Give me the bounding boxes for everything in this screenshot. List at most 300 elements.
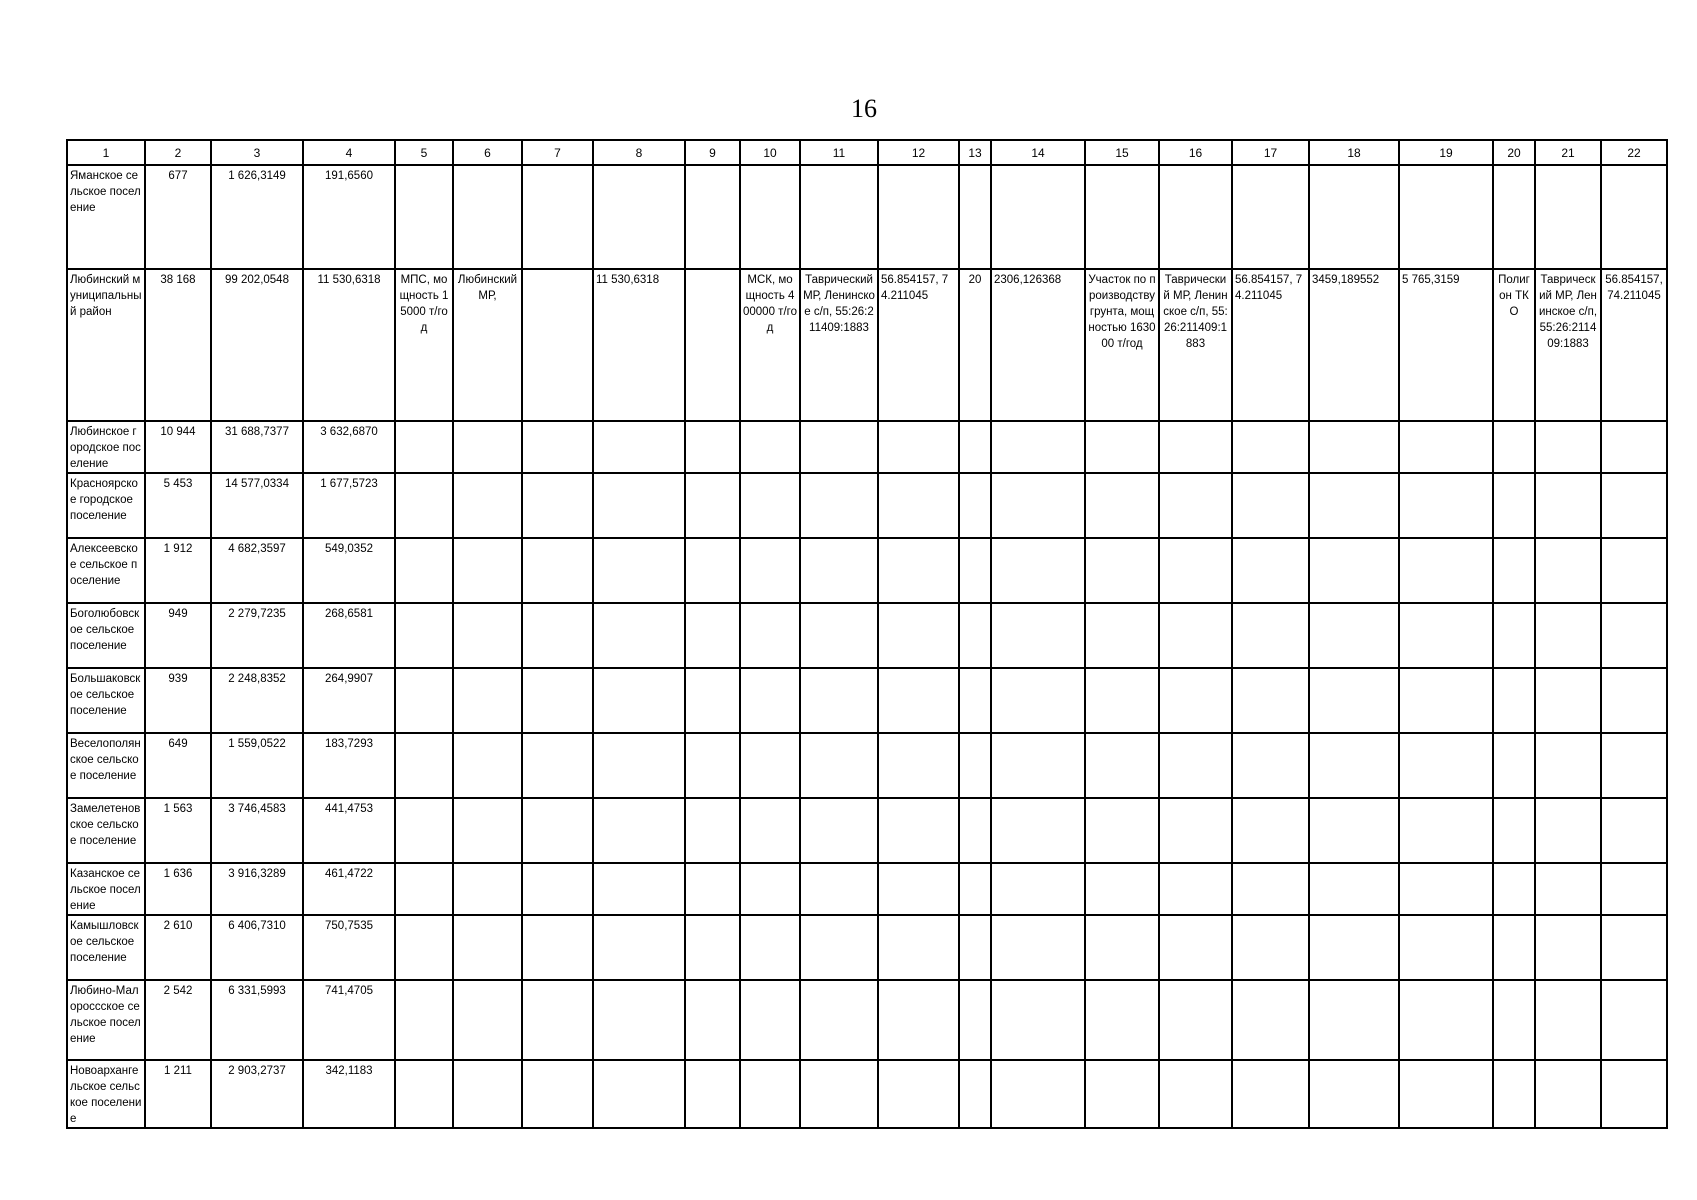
row-name-cell: Любинское городское поселение [67, 421, 145, 473]
table-cell [1399, 733, 1493, 798]
table-cell [1159, 165, 1232, 269]
row-name-cell: Большаковское сельское поселение [67, 668, 145, 733]
table-cell: Любинский МР, [453, 269, 522, 421]
table-cell [1232, 863, 1309, 915]
row-name-cell: Алексеевское сельское поселение [67, 538, 145, 603]
table-cell: 11 530,6318 [593, 269, 685, 421]
table-cell: 461,4722 [303, 863, 395, 915]
table-cell [1232, 733, 1309, 798]
table-cell: 5 453 [145, 473, 211, 538]
table-cell: 3 632,6870 [303, 421, 395, 473]
table-cell [522, 980, 593, 1060]
table-row [67, 1060, 1667, 1128]
table-cell [1159, 798, 1232, 863]
table-cell: 2 542 [145, 980, 211, 1060]
row-name-cell: Веселополянское сельское поселение [67, 733, 145, 798]
table-cell [1601, 668, 1667, 733]
table-cell [1535, 473, 1601, 538]
header-cell: 12 [878, 140, 959, 165]
table-cell [1232, 798, 1309, 863]
table-cell: 1 912 [145, 538, 211, 603]
table-cell [1159, 733, 1232, 798]
table-cell [1399, 1060, 1493, 1128]
table-cell [685, 269, 740, 421]
table-cell [878, 538, 959, 603]
header-cell: 10 [740, 140, 800, 165]
table-cell [522, 798, 593, 863]
header-cell: 16 [1159, 140, 1232, 165]
row-name-cell: Ямaнское сельское поселение [67, 165, 145, 269]
table-cell [1085, 668, 1159, 733]
table-cell [1535, 798, 1601, 863]
table-cell [1309, 1060, 1399, 1128]
header-cell: 19 [1399, 140, 1493, 165]
table-cell: Таврический МР, Ленинское с/п, 55:26:211409:1883 [800, 269, 878, 421]
header-cell: 6 [453, 140, 522, 165]
header-cell: 2 [145, 140, 211, 165]
table-cell [1085, 473, 1159, 538]
table-cell [800, 798, 878, 863]
table-cell: Таврический МР, Ленинское с/п, 55:26:211409:1883 [1535, 269, 1601, 421]
table-cell [685, 668, 740, 733]
table-cell [959, 421, 991, 473]
table-cell [395, 980, 453, 1060]
table-cell: 2 248,8352 [211, 668, 303, 733]
table-cell [522, 421, 593, 473]
table-cell [1535, 603, 1601, 668]
table-cell [522, 538, 593, 603]
table-cell [991, 980, 1085, 1060]
table-cell [1309, 863, 1399, 915]
header-row [67, 140, 1667, 165]
table-cell [1601, 1060, 1667, 1128]
table-cell [395, 798, 453, 863]
table-cell [878, 733, 959, 798]
table-cell [453, 863, 522, 915]
table-cell [1493, 668, 1535, 733]
table-cell [800, 668, 878, 733]
table-cell: 10 944 [145, 421, 211, 473]
table-cell [593, 473, 685, 538]
table-cell [593, 421, 685, 473]
table-cell [878, 421, 959, 473]
table-cell [1159, 863, 1232, 915]
header-cell: 18 [1309, 140, 1399, 165]
table-cell [1535, 421, 1601, 473]
table-cell: 549,0352 [303, 538, 395, 603]
table-cell [1601, 863, 1667, 915]
table-cell [453, 421, 522, 473]
header-cell: 11 [800, 140, 878, 165]
table-cell [740, 980, 800, 1060]
table-cell: Участок по производству грунта, мощностью 163000 т/год [1085, 269, 1159, 421]
table-cell: 1 563 [145, 798, 211, 863]
table-cell [522, 915, 593, 980]
table-cell [991, 915, 1085, 980]
table-cell [1493, 980, 1535, 1060]
table-cell [1535, 915, 1601, 980]
table-cell [1535, 538, 1601, 603]
table-cell [740, 165, 800, 269]
table-cell [1493, 165, 1535, 269]
table-cell [740, 473, 800, 538]
table-cell: 3 746,4583 [211, 798, 303, 863]
table-cell [878, 980, 959, 1060]
table-cell [878, 165, 959, 269]
table-cell [1085, 165, 1159, 269]
table-cell [1309, 165, 1399, 269]
row-name-cell: Любинский муниципальный район [67, 269, 145, 421]
table-cell: 2 279,7235 [211, 603, 303, 668]
table-cell [800, 733, 878, 798]
table-cell [593, 915, 685, 980]
table-cell [991, 798, 1085, 863]
table-cell: 2 903,2737 [211, 1060, 303, 1128]
table-cell: 6 331,5993 [211, 980, 303, 1060]
table-cell [1399, 473, 1493, 538]
table-row [67, 473, 1667, 538]
table-cell: 4 682,3597 [211, 538, 303, 603]
table-cell [453, 603, 522, 668]
table-cell [685, 915, 740, 980]
table-row [67, 165, 1667, 269]
table-cell [1159, 915, 1232, 980]
table-cell [1309, 668, 1399, 733]
table-cell [453, 980, 522, 1060]
table-cell [522, 473, 593, 538]
table-cell [800, 980, 878, 1060]
table-cell: 183,7293 [303, 733, 395, 798]
table-cell: МСК, мощность 400000 т/год [740, 269, 800, 421]
table-cell [1601, 980, 1667, 1060]
table-cell: 3459,189552 [1309, 269, 1399, 421]
table-cell: 38 168 [145, 269, 211, 421]
header-cell: 7 [522, 140, 593, 165]
table-cell: 5 765,3159 [1399, 269, 1493, 421]
table-cell [1493, 915, 1535, 980]
table-cell [1399, 980, 1493, 1060]
table-cell: 20 [959, 269, 991, 421]
table-cell [685, 798, 740, 863]
table-cell [1399, 863, 1493, 915]
table-cell [1601, 165, 1667, 269]
table-cell [395, 603, 453, 668]
table-cell [800, 863, 878, 915]
table-cell [1159, 668, 1232, 733]
table-cell [685, 165, 740, 269]
table-cell [1159, 980, 1232, 1060]
table-cell [740, 668, 800, 733]
table-cell [959, 668, 991, 733]
table-cell [685, 421, 740, 473]
table-cell [1309, 603, 1399, 668]
table-cell [1535, 1060, 1601, 1128]
table-cell: 99 202,0548 [211, 269, 303, 421]
table-cell [1309, 733, 1399, 798]
table-cell: 1 626,3149 [211, 165, 303, 269]
table-cell [959, 798, 991, 863]
table-cell [1493, 733, 1535, 798]
table-cell [395, 668, 453, 733]
table-cell [991, 1060, 1085, 1128]
header-cell: 9 [685, 140, 740, 165]
table-cell: 56.854157, 74.211045 [878, 269, 959, 421]
table-cell: 3 916,3289 [211, 863, 303, 915]
table-cell [593, 798, 685, 863]
table-cell [1309, 538, 1399, 603]
table-cell [395, 421, 453, 473]
table-cell [740, 863, 800, 915]
table-cell [1493, 863, 1535, 915]
table-row [67, 980, 1667, 1060]
table-cell [593, 603, 685, 668]
table-cell [453, 165, 522, 269]
header-cell: 8 [593, 140, 685, 165]
table-cell: 1 559,0522 [211, 733, 303, 798]
table-cell [1493, 473, 1535, 538]
table-cell: 677 [145, 165, 211, 269]
table-cell [1309, 915, 1399, 980]
table-cell [959, 165, 991, 269]
table-cell [1309, 421, 1399, 473]
table-cell [991, 603, 1085, 668]
table-cell [1232, 473, 1309, 538]
table-row [67, 668, 1667, 733]
table-row [67, 269, 1667, 421]
table-cell [453, 1060, 522, 1128]
table-cell: МПС, мощность 15000 т/год [395, 269, 453, 421]
table-cell [593, 165, 685, 269]
table-cell: 268,6581 [303, 603, 395, 668]
table-cell [453, 538, 522, 603]
table-cell [1232, 165, 1309, 269]
table-cell [1085, 1060, 1159, 1128]
table-cell [991, 473, 1085, 538]
table-cell [1085, 980, 1159, 1060]
table-cell [685, 980, 740, 1060]
table-cell [740, 603, 800, 668]
table-cell [522, 1060, 593, 1128]
table-cell: Таврический МР, Ленинское с/п, 55:26:211409:1883 [1159, 269, 1232, 421]
table-cell: 939 [145, 668, 211, 733]
table-cell [878, 915, 959, 980]
table-cell [1309, 798, 1399, 863]
table-cell [1159, 603, 1232, 668]
table-cell [1085, 603, 1159, 668]
table-cell [878, 603, 959, 668]
table-cell [593, 733, 685, 798]
table-cell [1085, 915, 1159, 980]
table-cell: 2 610 [145, 915, 211, 980]
table-cell [800, 1060, 878, 1128]
table-cell [800, 603, 878, 668]
table-cell [959, 473, 991, 538]
table-cell [1399, 668, 1493, 733]
table-cell [800, 915, 878, 980]
table-cell [453, 668, 522, 733]
table-cell [685, 603, 740, 668]
header-cell: 15 [1085, 140, 1159, 165]
table-cell [395, 538, 453, 603]
table-cell [453, 473, 522, 538]
table-cell: 56.854157, 74.211045 [1232, 269, 1309, 421]
table-cell [1601, 473, 1667, 538]
table-cell [1085, 863, 1159, 915]
table-cell [522, 269, 593, 421]
table-cell [1535, 980, 1601, 1060]
table-cell [1159, 473, 1232, 538]
table-cell [991, 421, 1085, 473]
table-cell [685, 473, 740, 538]
table-cell [878, 863, 959, 915]
table-cell [1399, 798, 1493, 863]
data-table [66, 139, 1668, 1129]
table-cell [1493, 1060, 1535, 1128]
table-cell [593, 538, 685, 603]
table-cell [1493, 538, 1535, 603]
table-cell [1159, 1060, 1232, 1128]
table-cell [593, 980, 685, 1060]
table-cell: Полигон ТКО [1493, 269, 1535, 421]
table-cell [1232, 603, 1309, 668]
table-cell [878, 668, 959, 733]
table-cell: 6 406,7310 [211, 915, 303, 980]
header-cell: 4 [303, 140, 395, 165]
table-cell [1085, 733, 1159, 798]
table-cell [1399, 165, 1493, 269]
table-cell [740, 915, 800, 980]
table-cell [395, 1060, 453, 1128]
table-cell [1399, 603, 1493, 668]
table-cell [453, 798, 522, 863]
table-cell [1601, 915, 1667, 980]
table-cell [959, 538, 991, 603]
table-cell: 56.854157, 74.211045 [1601, 269, 1667, 421]
table-cell [1601, 798, 1667, 863]
table-cell: 441,4753 [303, 798, 395, 863]
table-cell [991, 165, 1085, 269]
table-cell [959, 733, 991, 798]
table-cell [395, 473, 453, 538]
table-cell [959, 863, 991, 915]
table-cell [991, 538, 1085, 603]
table-cell [800, 165, 878, 269]
table-cell: 31 688,7377 [211, 421, 303, 473]
table-cell [1493, 421, 1535, 473]
table-cell [1399, 421, 1493, 473]
table-cell [740, 1060, 800, 1128]
table-row [67, 798, 1667, 863]
row-name-cell: Красноярское городское поселение [67, 473, 145, 538]
table-cell [1232, 915, 1309, 980]
table-cell [1232, 1060, 1309, 1128]
header-cell: 1 [67, 140, 145, 165]
table-cell: 342,1183 [303, 1060, 395, 1128]
row-name-cell: Новоархангельское сельское поселение [67, 1060, 145, 1128]
table-cell [1232, 421, 1309, 473]
table-cell [1601, 733, 1667, 798]
row-name-cell: Камышловское сельское поселение [67, 915, 145, 980]
table-cell: 750,7535 [303, 915, 395, 980]
table-cell [685, 733, 740, 798]
table-cell [1601, 603, 1667, 668]
table-cell [959, 980, 991, 1060]
table-row [67, 863, 1667, 915]
header-cell: 5 [395, 140, 453, 165]
row-name-cell: Любино-Малороссское сельское поселение [67, 980, 145, 1060]
table-cell [522, 733, 593, 798]
table-cell [740, 798, 800, 863]
table-cell: 14 577,0334 [211, 473, 303, 538]
row-name-cell: Казанское сельское поселение [67, 863, 145, 915]
table-cell [685, 1060, 740, 1128]
header-cell: 3 [211, 140, 303, 165]
table-cell [1309, 980, 1399, 1060]
table-row [67, 421, 1667, 473]
table-cell [878, 798, 959, 863]
header-cell: 14 [991, 140, 1085, 165]
table-cell [959, 1060, 991, 1128]
table-cell: 264,9907 [303, 668, 395, 733]
table-cell: 1 677,5723 [303, 473, 395, 538]
table-cell: 741,4705 [303, 980, 395, 1060]
header-cell: 20 [1493, 140, 1535, 165]
header-cell: 21 [1535, 140, 1601, 165]
header-cell: 22 [1601, 140, 1667, 165]
table-cell [1535, 733, 1601, 798]
table-cell [1159, 538, 1232, 603]
table-row [67, 733, 1667, 798]
table-cell [1535, 668, 1601, 733]
table-cell [1493, 603, 1535, 668]
table-cell [740, 538, 800, 603]
table-cell [522, 863, 593, 915]
table-cell [453, 733, 522, 798]
table-row [67, 538, 1667, 603]
table-cell [522, 668, 593, 733]
table-cell [1085, 538, 1159, 603]
table-cell [522, 603, 593, 668]
table-cell [800, 538, 878, 603]
table-cell [685, 538, 740, 603]
table-cell [1159, 421, 1232, 473]
table-cell [522, 165, 593, 269]
table-cell [1535, 863, 1601, 915]
table-cell [1232, 538, 1309, 603]
table-row [67, 915, 1667, 980]
table-cell [1535, 165, 1601, 269]
table-cell [740, 421, 800, 473]
table-cell [991, 863, 1085, 915]
table-cell [1085, 798, 1159, 863]
header-cell: 13 [959, 140, 991, 165]
table-cell [593, 863, 685, 915]
table-cell [991, 733, 1085, 798]
table-cell [1309, 473, 1399, 538]
table-cell [593, 1060, 685, 1128]
row-name-cell: Боголюбовское сельское поселение [67, 603, 145, 668]
table-cell [991, 668, 1085, 733]
table-cell [1601, 538, 1667, 603]
table-cell [800, 421, 878, 473]
table-cell [395, 165, 453, 269]
table-cell [685, 863, 740, 915]
table-cell [959, 915, 991, 980]
table-cell [395, 915, 453, 980]
table-cell [1085, 421, 1159, 473]
table-cell [593, 668, 685, 733]
table-cell [395, 863, 453, 915]
